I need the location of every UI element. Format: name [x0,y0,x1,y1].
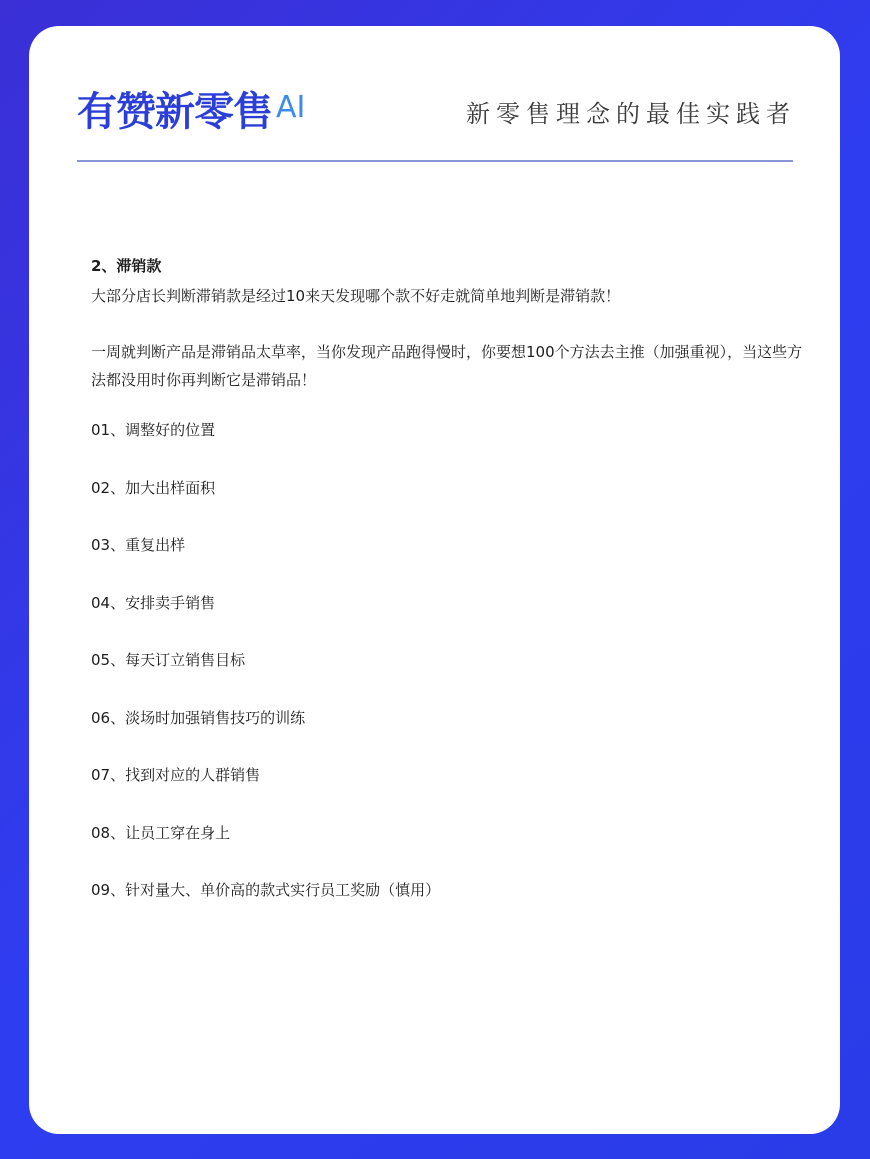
list-item: 06、淡场时加强销售技巧的训练 [91,708,306,727]
paragraph-2: 一周就判断产品是滞销品太草率，当你发现产品跑得慢时，你要想100个方法去主推（加强重视），当这些方法都没用时你再判断它是滞销品！ [91,343,803,389]
method-list [91,416,803,934]
logo-text: 有赞新零售 [77,89,272,135]
list-item: 05、每天订立销售目标 [91,651,246,669]
content-card [29,26,840,1134]
brand-slogan: 新零售理念的最佳实践者 [466,100,796,128]
brand-logo [77,84,305,144]
list-item: 01、调整好的位置 [91,421,216,439]
header-divider [77,160,793,162]
list-item: 03、重复出样 [91,536,186,554]
paragraph-1: 大部分店长判断滞销款是经过10来天发现哪个款不好走就简单地判断是滞销款！ [91,287,621,305]
list-item: 04、安排卖手销售 [91,593,216,612]
section-heading: 2、滞销款 [91,257,162,275]
list-item: 09、针对量大、单价高的款式实行员工奖励（慎用） [91,881,441,899]
logo-ai-mark: AI [276,90,306,125]
list-item: 02、加大出样面积 [91,478,216,497]
article-body [91,252,803,934]
list-item: 08、让员工穿在身上 [91,823,231,842]
list-item: 07、找到对应的人群销售 [91,766,261,784]
